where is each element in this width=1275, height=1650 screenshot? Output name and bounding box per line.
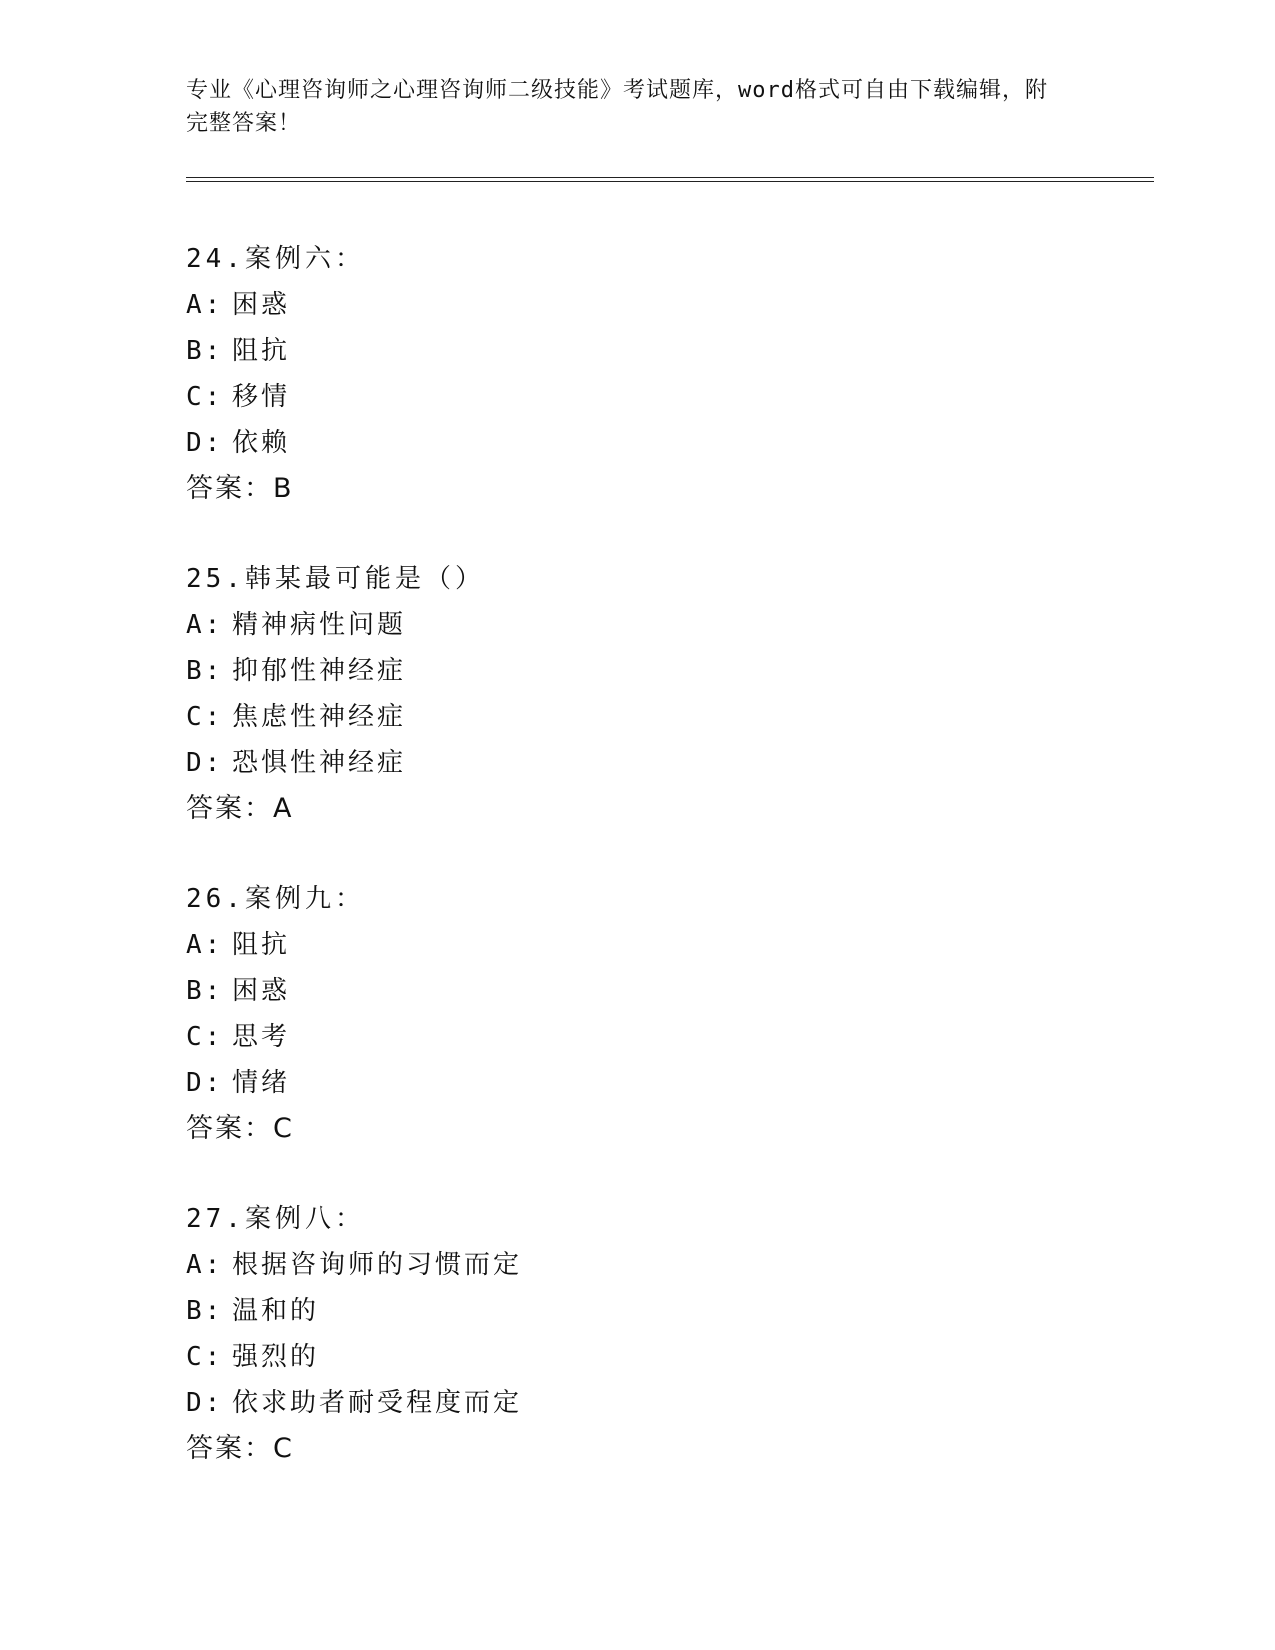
option-text: 焦虑性神经症 xyxy=(232,702,407,732)
question-list xyxy=(186,236,1086,1516)
question-27 xyxy=(186,1196,1086,1516)
option-c xyxy=(186,1014,1086,1060)
option-d xyxy=(186,420,1086,466)
option-letter: B: xyxy=(186,336,224,366)
question-25 xyxy=(186,556,1086,876)
option-c xyxy=(186,694,1086,740)
question-title: 24.案例六： xyxy=(186,244,365,274)
document-header: 专业《心理咨询师之心理咨询师二级技能》考试题库，word格式可自由下载编辑，附完整答案！ xyxy=(186,78,1048,136)
option-letter: D: xyxy=(186,1388,224,1418)
option-text: 依赖 xyxy=(232,428,291,458)
option-text: 依求助者耐受程度而定 xyxy=(232,1388,523,1418)
option-letter: A: xyxy=(186,1250,224,1280)
question-24 xyxy=(186,236,1086,556)
option-letter: C: xyxy=(186,1022,224,1052)
question-title: 27.案例八： xyxy=(186,1204,365,1234)
option-text: 情绪 xyxy=(232,1068,291,1098)
option-d xyxy=(186,1380,1086,1426)
option-text: 移情 xyxy=(232,382,291,412)
option-a xyxy=(186,1242,1086,1288)
question-26 xyxy=(186,876,1086,1196)
option-b xyxy=(186,648,1086,694)
option-text: 根据咨询师的习惯而定 xyxy=(232,1250,523,1280)
answer-line: 答案：C xyxy=(186,1433,294,1464)
option-text: 精神病性问题 xyxy=(232,610,407,640)
option-a xyxy=(186,602,1086,648)
option-text: 恐惧性神经症 xyxy=(232,748,407,778)
option-text: 强烈的 xyxy=(232,1342,320,1372)
option-letter: A: xyxy=(186,930,224,960)
option-letter: B: xyxy=(186,1296,224,1326)
option-a xyxy=(186,922,1086,968)
option-letter: B: xyxy=(186,976,224,1006)
option-text: 思考 xyxy=(232,1022,291,1052)
option-letter: D: xyxy=(186,1068,224,1098)
answer-line: 答案：C xyxy=(186,1113,294,1144)
option-letter: D: xyxy=(186,428,224,458)
option-letter: A: xyxy=(186,610,224,640)
option-text: 困惑 xyxy=(232,976,291,1006)
option-text: 阻抗 xyxy=(232,930,291,960)
option-b xyxy=(186,328,1086,374)
answer-line: 答案：A xyxy=(186,793,294,824)
option-d xyxy=(186,740,1086,786)
option-c xyxy=(186,1334,1086,1380)
option-d xyxy=(186,1060,1086,1106)
answer-line: 答案：B xyxy=(186,473,294,504)
option-text: 困惑 xyxy=(232,290,291,320)
option-text: 阻抗 xyxy=(232,336,291,366)
option-letter: C: xyxy=(186,1342,224,1372)
option-b xyxy=(186,1288,1086,1334)
option-letter: A: xyxy=(186,290,224,320)
option-c xyxy=(186,374,1086,420)
option-letter: C: xyxy=(186,382,224,412)
option-letter: C: xyxy=(186,702,224,732)
option-a xyxy=(186,282,1086,328)
option-text: 温和的 xyxy=(232,1296,320,1326)
question-title: 25.韩某最可能是（） xyxy=(186,564,485,594)
option-letter: D: xyxy=(186,748,224,778)
question-title: 26.案例九： xyxy=(186,884,365,914)
option-text: 抑郁性神经症 xyxy=(232,656,407,686)
option-letter: B: xyxy=(186,656,224,686)
option-b xyxy=(186,968,1086,1014)
header-divider xyxy=(186,177,1154,182)
